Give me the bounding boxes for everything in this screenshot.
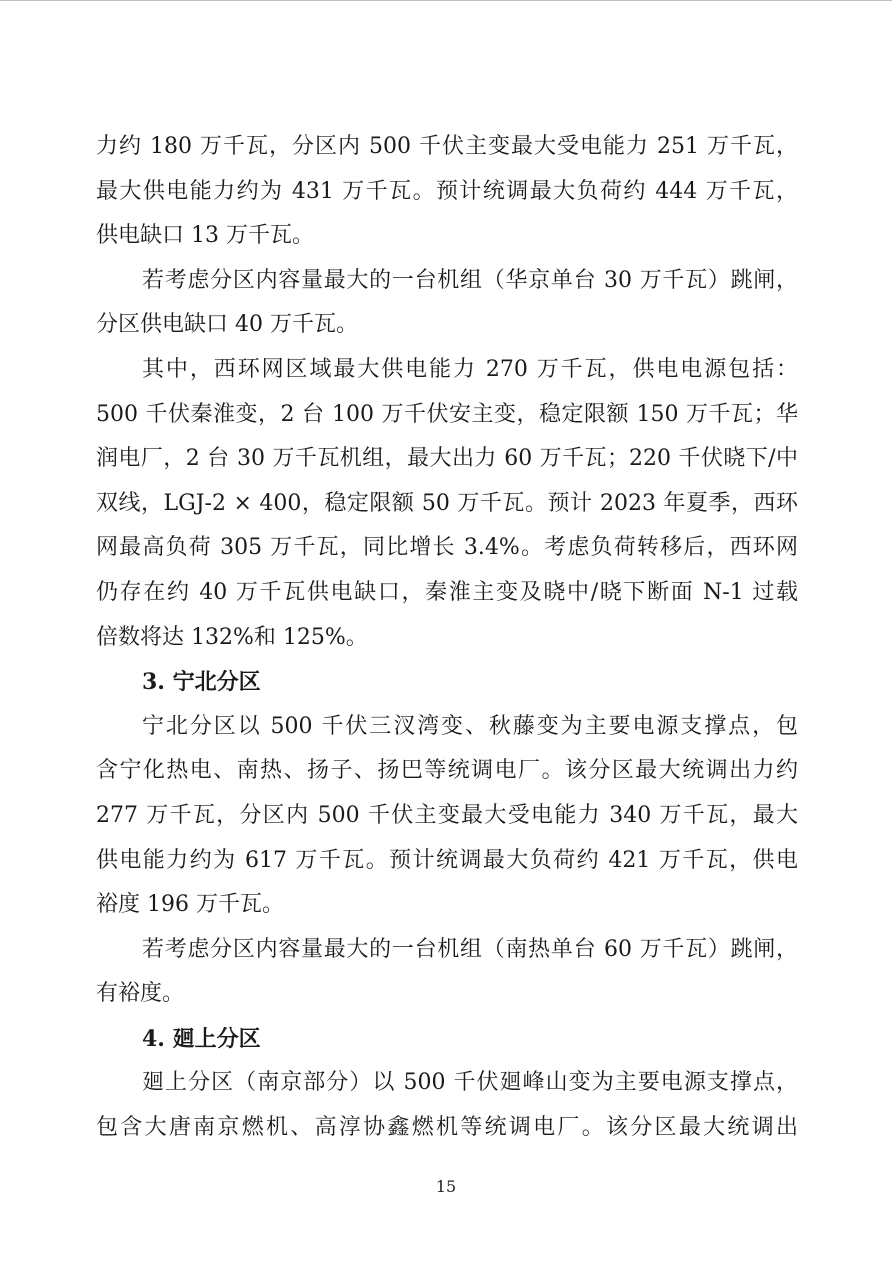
text-line: 有裕度。	[96, 981, 185, 1007]
text-line: 500 千伏秦淮变，2 台 100 万千伏安主变，稳定限额 150 万千瓦；华	[96, 401, 798, 427]
text-line: 网最高负荷 305 万千瓦，同比增长 3.4%。考虑负荷转移后，西环网	[96, 535, 798, 561]
text-line: 倍数将达 132%和 125%。	[96, 624, 368, 650]
text-line: 裕度 196 万千瓦。	[96, 892, 284, 918]
text-line: 分区供电缺口 40 万千瓦。	[96, 312, 358, 338]
paragraph-first-line: 宁北分区以 500 千伏三汊湾变、秋藤变为主要电源支撑点，包	[142, 713, 798, 739]
paragraph-first-line: 其中，西环网区域最大供电能力 270 万千瓦，供电电源包括：	[142, 356, 798, 382]
section-heading: 4. 廻上分区	[142, 1025, 261, 1052]
section-heading: 3. 宁北分区	[142, 669, 261, 696]
paragraph-first-line: 若考虑分区内容量最大的一台机组（华京单台 30 万千瓦）跳闸，	[142, 267, 798, 293]
text-line: 含宁化热电、南热、扬子、扬巴等统调电厂。该分区最大统调出力约	[96, 758, 798, 784]
text-line: 277 万千瓦，分区内 500 千伏主变最大受电能力 340 万千瓦，最大	[96, 802, 798, 828]
body-text	[96, 125, 798, 1151]
text-line: 双线，LGJ-2 × 400，稳定限额 50 万千瓦。预计 2023 年夏季，西环	[96, 490, 798, 516]
text-line: 仍存在约 40 万千瓦供电缺口，秦淮主变及晓中/晓下断面 N-1 过载	[96, 579, 798, 605]
text-line: 润电厂，2 台 30 万千瓦机组，最大出力 60 万千瓦；220 千伏晓下/中	[96, 446, 798, 472]
paragraph-first-line: 若考虑分区内容量最大的一台机组（南热单台 60 万千瓦）跳闸，	[142, 936, 798, 962]
text-line: 包含大唐南京燃机、高淳协鑫燃机等统调电厂。该分区最大统调出	[96, 1115, 798, 1141]
text-line: 力约 180 万千瓦，分区内 500 千伏主变最大受电能力 251 万千瓦，	[96, 134, 798, 159]
text-line: 最大供电能力约为 431 万千瓦。预计统调最大负荷约 444 万千瓦，	[96, 178, 798, 204]
paragraph-first-line: 廻上分区（南京部分）以 500 千伏廻峰山变为主要电源支撑点，	[142, 1070, 798, 1096]
page-number: 15	[435, 1177, 457, 1196]
text-line: 供电能力约为 617 万千瓦。预计统调最大负荷约 421 万千瓦，供电	[96, 847, 798, 873]
text-line: 供电缺口 13 万千瓦。	[96, 223, 314, 249]
